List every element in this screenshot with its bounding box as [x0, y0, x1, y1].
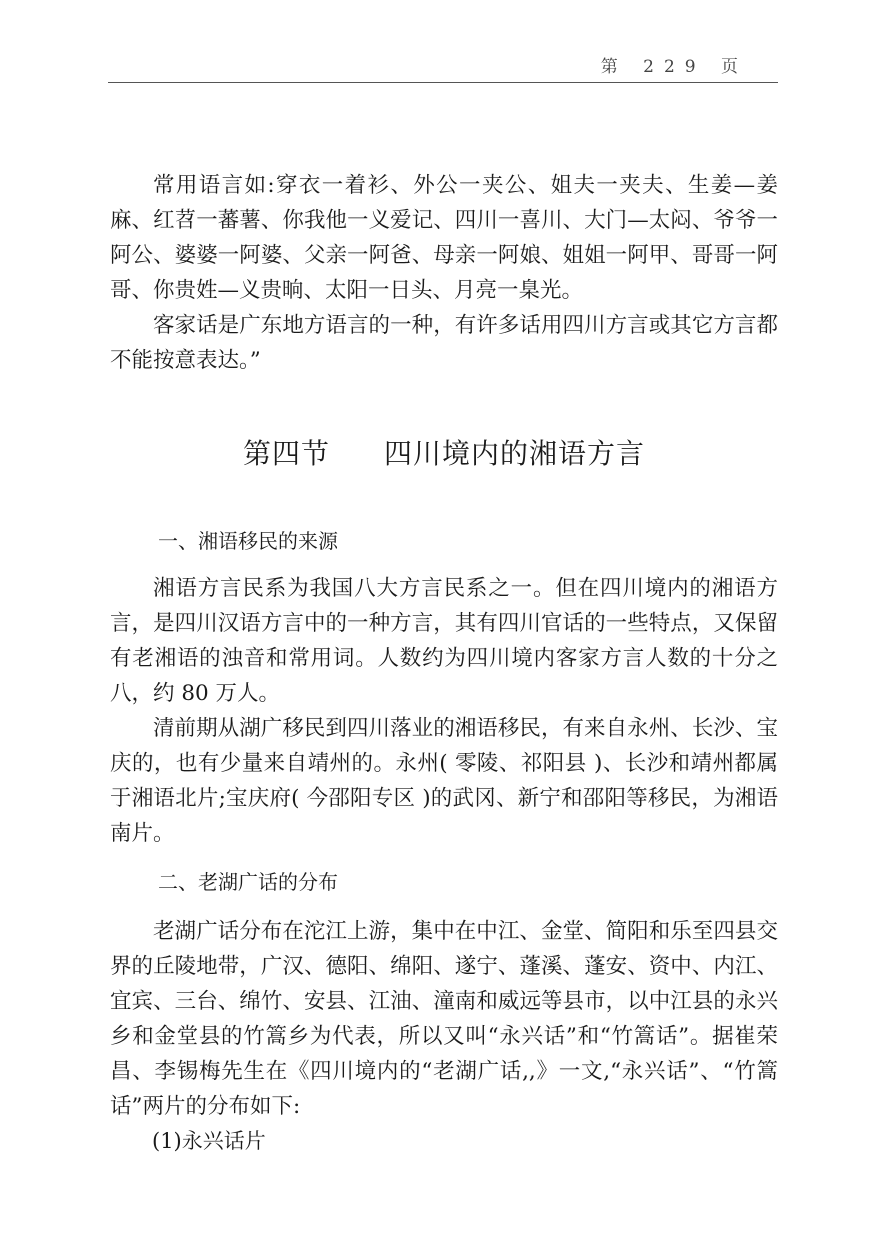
page-number: 第 229 页: [600, 57, 748, 77]
section-title: [110, 434, 778, 474]
paragraph-hakka-note: 客家话是广东地方语言的一种，有许多话用四川方言或其它方言都不能按意表达。”: [110, 313, 778, 373]
subheading-distribution: 二、老湖广话的分布: [158, 870, 338, 894]
section-title-text: 四川境内的湘语方言: [384, 437, 646, 470]
section-number: 第四节: [242, 437, 330, 470]
paragraph-common-words: 常用语言如:穿衣一着衫、外公一夹公、姐夫一夹夫、生姜—姜麻、红苕一蕃薯、你我他一义爱记、四川一喜川、大门—太闷、爷爷一阿公、婆婆一阿婆、父亲一阿爸、母亲一阿娘、姐姐一阿甲、哥哥一阿哥、你贵姓—义贵晌、太阳一日头、月亮一臬光。: [110, 173, 778, 303]
list-item-yongxing: (1)永兴话片: [152, 1129, 266, 1153]
subheading-migrant-origin: 一、湘语移民的来源: [158, 529, 338, 553]
paragraph-xiang-intro: 湘语方言民系为我国八大方言民系之一。但在四川境内的湘语方言，是四川汉语方言中的一种方言，其有四川官话的一些特点，又保留有老湘语的浊音和常用词。人数约为四川境内客家方言人数的十分之八，约 80 万人。: [110, 576, 778, 706]
paragraph-xiang-migration: 清前期从湖广移民到四川落业的湘语移民，有来自永州、长沙、宝庆的，也有少量来自靖州的。永州( 零陵、祁阳县 )、长沙和靖州都属于湘语北片;宝庆府( 今邵阳专区 )的武冈、新宁和邵阳等移民，为湘语南片。: [110, 716, 778, 846]
paragraph-distribution: 老湖广话分布在沱江上游，集中在中江、金堂、简阳和乐至四县交界的丘陵地带，广汉、德阳、绵阳、遂宁、蓬溪、蓬安、资中、内江、宜宾、三台、绵竹、安县、江油、潼南和威远等县市，以中江县的永兴乡和金堂县的竹篙乡为代表，所以又叫“永兴话”和“竹篙话”。据崔荣昌、李锡梅先生在《四川境内的“老湖广话,,》一文,“永兴话”、“竹篙话”两片的分布如下:: [110, 919, 778, 1119]
page-body: [110, 168, 778, 1159]
page-header: [108, 50, 778, 83]
